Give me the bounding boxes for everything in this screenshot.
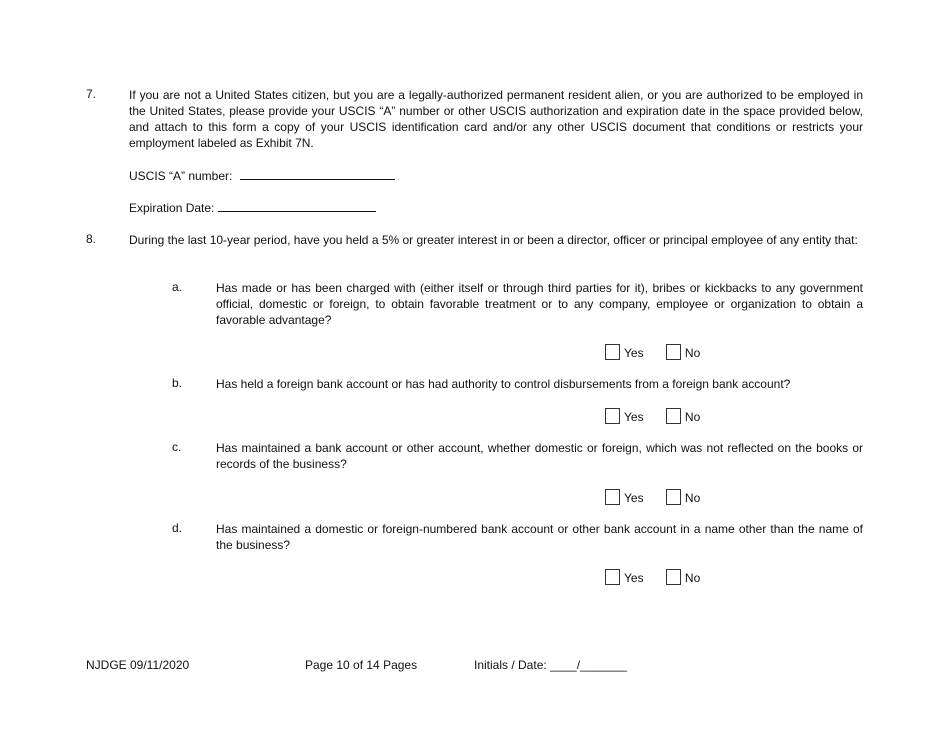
expiration-date-row — [129, 199, 376, 215]
uscis-a-number-label: USCIS “A” number: — [129, 169, 233, 183]
q8d-letter: d. — [172, 521, 183, 535]
q8-text: During the last 10-year period, have you held a 5% or greater interest in or been a director, officer or principal employee of any entity that: — [129, 233, 858, 247]
q8b-options — [605, 408, 700, 424]
footer-initials-date: Initials / Date: ____/_______ — [474, 658, 627, 672]
q8c-yes-checkbox[interactable] — [605, 489, 620, 505]
q8b-yes-label: Yes — [624, 410, 644, 424]
q8b-no-option[interactable] — [666, 408, 700, 424]
footer-form-id: NJDGE 09/11/2020 — [86, 658, 190, 672]
q8a-yes-label: Yes — [624, 346, 644, 360]
expiration-date-label: Expiration Date: — [129, 201, 215, 215]
q8c-text: Has maintained a bank account or other account, whether domestic or foreign, which was not reflected on the books or records of the business? — [216, 441, 863, 471]
q8d-yes-option[interactable] — [605, 569, 644, 585]
q8d-no-option[interactable] — [666, 569, 700, 585]
q8c-yes-option[interactable] — [605, 489, 644, 505]
expiration-date-field[interactable] — [218, 199, 376, 212]
q8a-letter: a. — [172, 280, 183, 294]
q8d-yes-checkbox[interactable] — [605, 569, 620, 585]
q8a-no-option[interactable] — [666, 344, 700, 360]
q8c-options — [605, 489, 700, 505]
q8b-yes-option[interactable] — [605, 408, 644, 424]
q8a-yes-option[interactable] — [605, 344, 644, 360]
q7-text: If you are not a United States citizen, but you are a legally-authorized permanent resident alien, or you are authorized to be employed in the United States, please provide your USCIS “A” number or other USCIS authorization and expiration date in the space provided below, and attach to this form a copy of your USCIS identification card and/or any other USCIS document that conditions or restricts your employment labeled as Exhibit 7N. — [129, 88, 863, 150]
q8b-yes-checkbox[interactable] — [605, 408, 620, 424]
q8c-yes-label: Yes — [624, 491, 644, 505]
q8d-options — [605, 569, 700, 585]
q8a-text: Has made or has been charged with (either itself or through third parties for it), bribes or kickbacks to any government official, domestic or foreign, to obtain favorable treatment or to any company, employee or organization to obtain a favorable advantage? — [216, 281, 863, 327]
q7-number: 7. — [86, 87, 97, 101]
q8c-no-label: No — [684, 491, 701, 505]
q8a-options — [605, 344, 700, 360]
q8c-letter: c. — [172, 440, 182, 454]
footer-page-number: Page 10 of 14 Pages — [305, 658, 418, 672]
q8b-letter: b. — [172, 376, 183, 390]
q8d-text: Has maintained a domestic or foreign-numbered bank account or other bank account in a name other than the name of the business? — [216, 522, 863, 552]
uscis-a-number-field[interactable] — [240, 167, 395, 180]
q8-number: 8. — [86, 232, 97, 246]
q8a-no-label: No — [684, 346, 701, 360]
q8d-no-label: No — [684, 571, 701, 585]
q8a-yes-checkbox[interactable] — [605, 344, 620, 360]
q8c-no-option[interactable] — [666, 489, 700, 505]
uscis-a-number-row — [129, 167, 395, 183]
q8b-text: Has held a foreign bank account or has had authority to control disbursements from a foreign bank account? — [216, 377, 791, 391]
q8d-no-checkbox[interactable] — [666, 569, 681, 585]
q8b-no-label: No — [684, 410, 701, 424]
q8b-no-checkbox[interactable] — [666, 408, 681, 424]
q8d-yes-label: Yes — [624, 571, 644, 585]
q8c-no-checkbox[interactable] — [666, 489, 681, 505]
q8a-no-checkbox[interactable] — [666, 344, 681, 360]
